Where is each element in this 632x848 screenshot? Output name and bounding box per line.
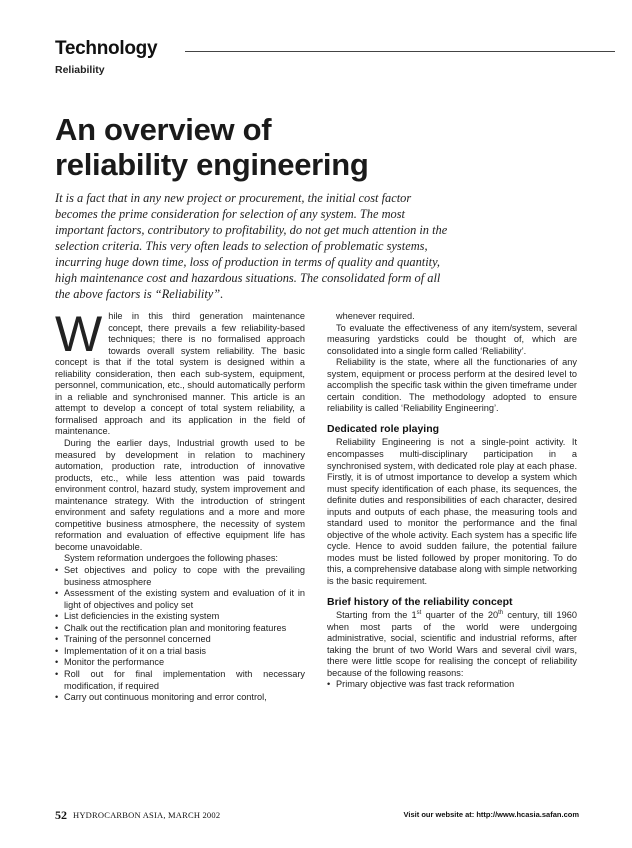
- list-item: • Implementation of it on a trial basis: [55, 646, 305, 658]
- list-item: • Primary objective was fast track reformation: [327, 679, 577, 691]
- article-intro: It is a fact that in any new project or procurement, the initial cost factor becomes the prime consideration for selection of any system. The most important factors, contributory to profitability, do not get much attention in the selection criteria. This very often leads to selection of problematic systems, incurring huge down time, loss of production in terms of quality and quantity, high maintenance cost and hazardous situations. The consolidated form of all the above factors is “Reliability”.: [55, 191, 448, 301]
- left-para-1-text: hile in this third generation maintenance concept, there prevails a few reliability-based techniques; there is no formalised approach towards overall system reliability. The basic concept is that if the total system is designed within a reliability consideration, then each sub-system, equipment, personnel, communication, etc., should automatically perform in a reliable and synchronised manner. This article is an attempt to develop a concept of total system reliability, a formalised approach and its application in the field of maintenance.: [55, 311, 305, 437]
- article-title-line-2: reliability engineering: [55, 147, 369, 182]
- section-rule: [185, 51, 615, 52]
- subheading-brief-history: Brief history of the reliability concept: [327, 595, 513, 608]
- reasons-list: [327, 679, 577, 691]
- right-column: [327, 311, 577, 691]
- right-para-1: To evaluate the effectiveness of any item/system, several measuring yardsticks could be thought of, which are consolidated into a single form called ‘Reliability’.: [327, 322, 577, 356]
- right-para-3: Reliability Engineering is not a single-point activity. It encompasses multi-disciplinary participation in a synchronised system, with dedicated role play at each phase. Firstly, it is of utmost importance to develop a system which must specify identification of each phase, its sequences, the definite duties and responsibilities of each character, desired inputs and outputs of each phase, the measuring tools and standard used to monitor the performance and the final objective of the whole activity. Each system has a specific life cycle. Hence to avoid sudden failure, the potential failure modes must be listed followed by proper monitoring. To do this, a comprehensive database along with simple networking is the basic requirement.: [327, 437, 577, 587]
- subheading-dedicated-role: Dedicated role playing: [327, 422, 440, 435]
- list-item: • Set objectives and policy to cope with the prevailing business atmosphere: [55, 565, 305, 588]
- article-title-line-1: An overview of: [55, 112, 272, 147]
- superscript: th: [498, 610, 504, 617]
- list-item: • Assessment of the existing system and evaluation of it in light of objectives and policy set: [55, 588, 305, 611]
- right-para-4-part: Starting from the 1: [336, 610, 417, 621]
- publication-info: HYDROCARBON ASIA, MARCH 2002: [73, 810, 221, 820]
- website-link[interactable]: Visit our website at: http://www.hcasia.safan.com: [403, 810, 579, 819]
- drop-cap: W: [55, 306, 103, 362]
- section-subtitle: Reliability: [55, 64, 105, 76]
- right-para-4-part: quarter of the 20: [421, 610, 499, 621]
- article-title: [55, 112, 575, 182]
- right-para-4: [327, 610, 577, 679]
- list-item: • Roll out for final implementation with necessary modification, if required: [55, 669, 305, 692]
- list-item: • Carry out continuous monitoring and error control,: [55, 692, 305, 704]
- page-footer: [55, 808, 579, 822]
- list-item: • Chalk out the rectification plan and monitoring features: [55, 623, 305, 635]
- superscript: st: [416, 610, 422, 617]
- left-para-2: During the earlier days, Industrial growth used to be measured by development in relation to machinery automation, production rate, introduction of innovative products, etc., while less attention was paid towards environment control, hazard study, system improvement and maintenance strategy. With the introduction of stringent environment and safety regulations and a more and more competitive business atmosphere, the necessity of system reformation and evaluation of effective equipment life has become unavoidable.: [55, 438, 305, 552]
- section-header: [55, 38, 615, 62]
- page-number: 52: [55, 808, 67, 822]
- list-item: • List deficiencies in the existing system: [55, 611, 305, 623]
- reformation-phase-list: [55, 565, 305, 704]
- section-title: Technology: [55, 38, 158, 59]
- list-item: • Training of the personnel concerned: [55, 634, 305, 646]
- left-column: [55, 306, 305, 704]
- left-para-1: [55, 306, 305, 438]
- right-para-4-part: century, till 1960 when most parts of the world were undergoing administrative, social, scientific and industrial reforms, after taking the brunt of two World Wars and several civil wars, there were little scope for realising the concept of reliability because of the following reasons:: [327, 610, 577, 678]
- right-continuation: whenever required.: [336, 311, 415, 321]
- list-item: • Monitor the performance: [55, 657, 305, 669]
- right-para-2: Reliability is the state, where all the functionaries of any system, equipment or process perform at the desired level to accomplish the specific task within the given timeframe under certain condition. The methodology adopted to ensure reliability is called ‘Reliability Engineering’.: [327, 357, 577, 414]
- left-para-3: System reformation undergoes the following phases:: [64, 553, 278, 564]
